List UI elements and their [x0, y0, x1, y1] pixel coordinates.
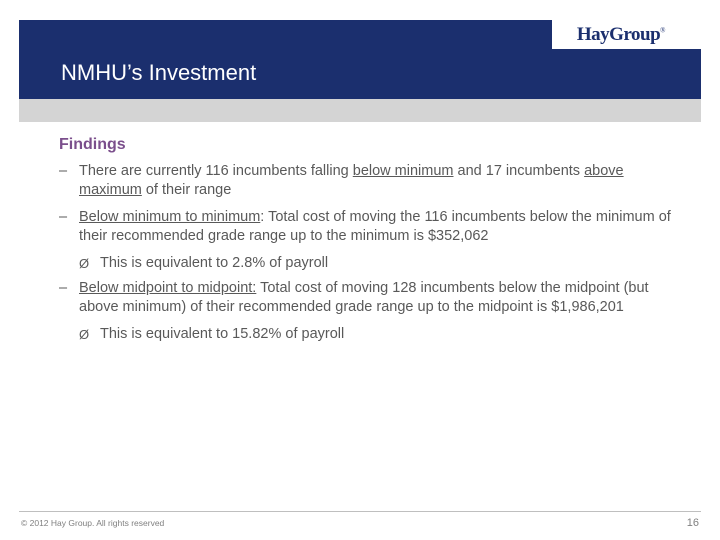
sub-bullet-item: Ø This is equivalent to 2.8% of payroll [79, 255, 329, 271]
arrow-bullet-icon: Ø [79, 327, 90, 342]
findings-list [59, 162, 689, 350]
slide-title: NMHU’s Investment [61, 60, 257, 85]
logo-registered-mark: ® [660, 26, 665, 35]
bullet-dash: – [59, 280, 68, 296]
findings-heading: Findings [59, 136, 126, 153]
logo-text: HayGroup® [576, 23, 665, 45]
logo [552, 20, 701, 49]
page-number: 16 [686, 517, 699, 529]
bullet-item: – Below minimum to minimum: Total cost of moving the 116 incumbents below the minimum of their recommended grade range up to the minimum is $352,062 [59, 209, 671, 244]
bullet-item: – Below midpoint to midpoint: Total cost of moving 128 incumbents below the midpoint (but above minimum) of their recommended grade range up to the midpoint is $1,986,201 [59, 280, 649, 315]
sub-bullet-item: Ø This is equivalent to 15.82% of payroll [79, 326, 345, 342]
bullet-item: – There are currently 116 incumbents falling below minimum and 17 incumbents above maximum of their range [59, 163, 624, 198]
bullet-dash: – [59, 163, 68, 179]
footer-divider [19, 511, 701, 512]
arrow-bullet-icon: Ø [79, 256, 90, 271]
copyright-text: © 2012 Hay Group. All rights reserved [21, 518, 165, 528]
header-gray-strip [19, 99, 701, 122]
bullet-dash: – [59, 209, 68, 225]
